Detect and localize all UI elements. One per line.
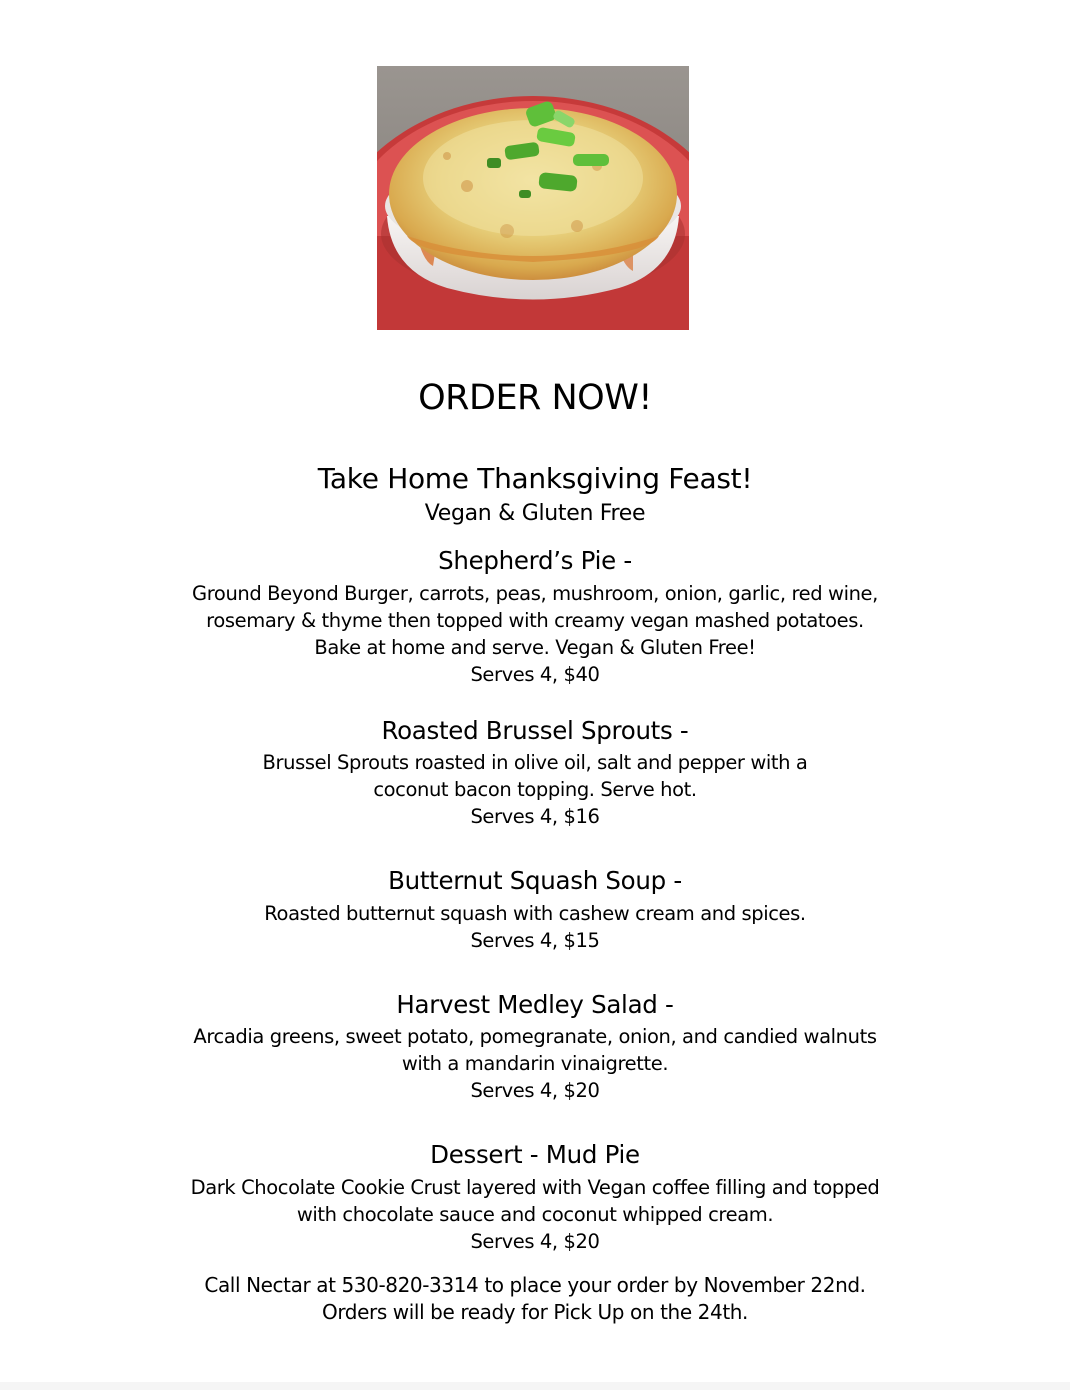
menu-item-desc-line: rosemary & thyme then topped with creamy vegan mashed potatoes. bbox=[206, 609, 864, 632]
menu-item-desc-line: coconut bacon topping. Serve hot. bbox=[373, 778, 697, 801]
menu-item-desc-line: with chocolate sauce and coconut whipped cream. bbox=[296, 1203, 774, 1226]
menu-item-price: Serves 4, $20 bbox=[470, 1079, 600, 1102]
menu-item-title-harvest-salad: Harvest Medley Salad - bbox=[396, 990, 674, 1019]
menu-item-title-mud-pie: Dessert - Mud Pie bbox=[430, 1140, 640, 1169]
feast-title: Take Home Thanksgiving Feast! bbox=[317, 462, 753, 495]
menu-item-price: Serves 4, $16 bbox=[470, 805, 600, 828]
menu-item-price: Serves 4, $20 bbox=[470, 1230, 600, 1253]
menu-item-price: Serves 4, $15 bbox=[470, 929, 600, 952]
menu-item-desc-line: Roasted butternut squash with cashew cream and spices. bbox=[264, 902, 806, 925]
menu-item-desc-line: Ground Beyond Burger, carrots, peas, mushroom, onion, garlic, red wine, bbox=[192, 582, 878, 605]
menu-item-desc-line: Bake at home and serve. Vegan & Gluten Free! bbox=[314, 636, 756, 659]
menu-item-desc-line: with a mandarin vinaigrette. bbox=[401, 1052, 669, 1075]
menu-item-title-shepherds-pie: Shepherd’s Pie - bbox=[438, 546, 632, 575]
shepherds-pie-photo bbox=[377, 66, 689, 330]
menu-item-desc-line: Arcadia greens, sweet potato, pomegranate, onion, and candied walnuts bbox=[193, 1025, 877, 1048]
page-bottom-edge bbox=[0, 1382, 1070, 1390]
menu-item-desc-line: Dark Chocolate Cookie Crust layered with Vegan coffee filling and topped bbox=[190, 1176, 880, 1199]
menu-item-price: Serves 4, $40 bbox=[470, 663, 600, 686]
feast-subtitle: Vegan & Gluten Free bbox=[424, 501, 646, 526]
pickup-info: Orders will be ready for Pick Up on the 24th. bbox=[321, 1300, 749, 1324]
order-now-heading: ORDER NOW! bbox=[418, 378, 652, 418]
menu-item-title-brussel-sprouts: Roasted Brussel Sprouts - bbox=[381, 716, 689, 745]
menu-item-title-squash-soup: Butternut Squash Soup - bbox=[388, 866, 682, 895]
order-instructions: Call Nectar at 530-820-3314 to place your order by November 22nd. bbox=[204, 1273, 866, 1297]
menu-item-desc-line: Brussel Sprouts roasted in olive oil, salt and pepper with a bbox=[262, 751, 808, 774]
